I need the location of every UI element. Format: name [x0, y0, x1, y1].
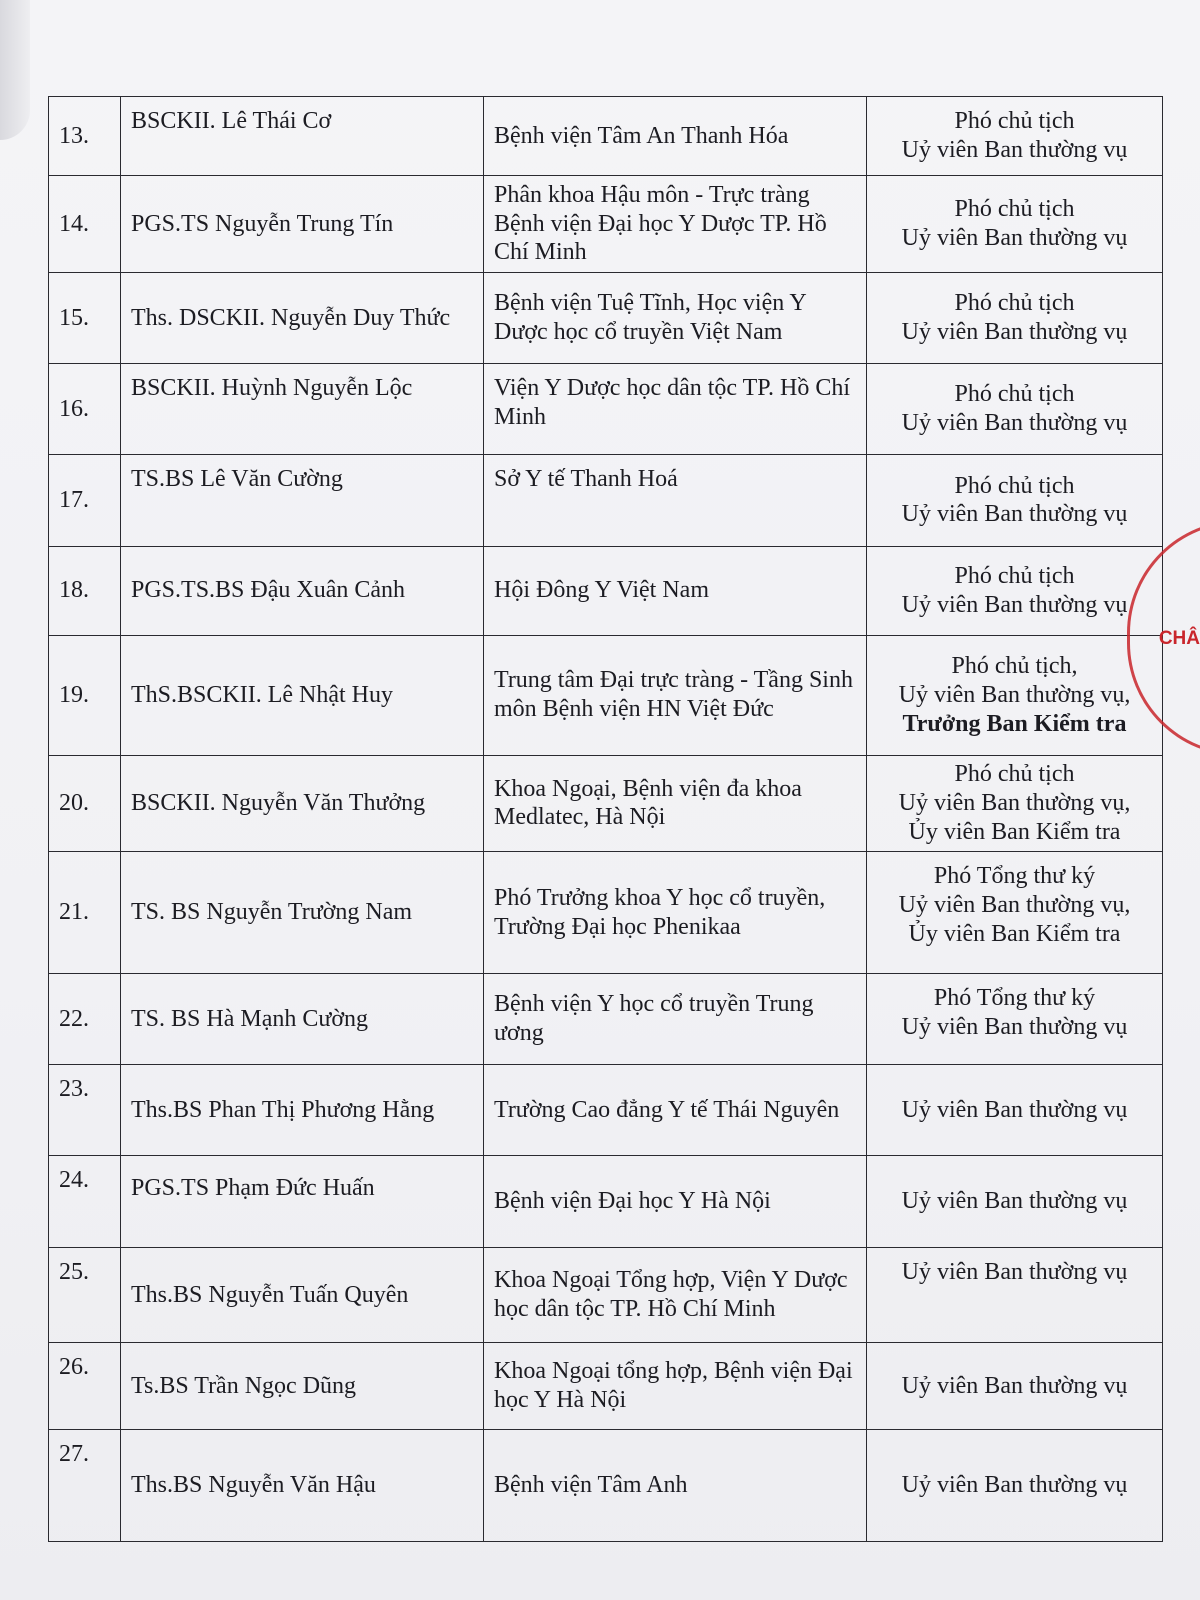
- role-line: Phó chủ tịch: [954, 290, 1075, 317]
- table-row: [49, 973, 1163, 1064]
- role-line: Phó chủ tịch: [954, 562, 1075, 589]
- member-table: [48, 96, 1163, 1542]
- role-line: Phó chủ tịch: [954, 472, 1075, 499]
- member-role: [867, 755, 1163, 852]
- member-organization: Bệnh viện Tuệ Tĩnh, Học viện Y Dược học cổ truyền Việt Nam: [484, 272, 867, 363]
- table-row: [49, 1247, 1163, 1342]
- row-number: 16.: [49, 364, 121, 455]
- member-role: [867, 97, 1163, 176]
- table-row: [49, 1430, 1163, 1542]
- role-line: Uỷ viên Ban thường vụ: [901, 1188, 1128, 1215]
- role-line: Uỷ viên Ban thường vụ: [901, 1013, 1128, 1040]
- member-organization: Khoa Ngoại Tổng hợp, Viện Y Dược học dân tộc TP. Hồ Chí Minh: [484, 1247, 867, 1342]
- member-name: Ths.BS Nguyễn Tuấn Quyên: [121, 1247, 484, 1342]
- role-line: Phó Tổng thư ký: [933, 863, 1096, 890]
- member-role: [867, 973, 1163, 1064]
- member-role: [867, 272, 1163, 363]
- role-line: Uỷ viên Ban thường vụ: [901, 1372, 1128, 1399]
- row-number: 25.: [49, 1247, 121, 1342]
- row-number: 19.: [49, 635, 121, 755]
- row-number: 26.: [49, 1343, 121, 1430]
- member-name: Ths. DSCKII. Nguyễn Duy Thức: [121, 272, 484, 363]
- member-name: PGS.TS Phạm Đức Huấn: [121, 1156, 484, 1247]
- member-role: [867, 176, 1163, 273]
- row-number: 20.: [49, 755, 121, 852]
- member-organization: Trường Cao đẳng Y tế Thái Nguyên: [484, 1065, 867, 1156]
- role-line: Phó chủ tịch,: [951, 653, 1078, 679]
- member-name: BSCKII. Lê Thái Cơ: [121, 97, 484, 176]
- table-row: [49, 755, 1163, 852]
- role-line: Phó chủ tịch: [954, 196, 1075, 223]
- member-name: PGS.TS Nguyễn Trung Tín: [121, 176, 484, 273]
- role-line: Uỷ viên Ban thường vụ: [901, 1472, 1128, 1499]
- member-organization: Hội Đông Y Việt Nam: [484, 546, 867, 635]
- table-row: [49, 1343, 1163, 1430]
- row-number: 27.: [49, 1430, 121, 1542]
- table-row: [49, 1156, 1163, 1247]
- member-role: [867, 364, 1163, 455]
- member-organization: Khoa Ngoại, Bệnh viện đa khoa Medlatec, Hà Nội: [484, 755, 867, 852]
- role-line: Uỷ viên Ban thường vụ,: [898, 790, 1131, 816]
- row-number: 17.: [49, 455, 121, 546]
- role-line-emphasis: Trưởng Ban Kiểm tra: [902, 710, 1127, 737]
- row-number: 21.: [49, 852, 121, 974]
- member-role: [867, 1430, 1163, 1542]
- table-row: [49, 272, 1163, 363]
- role-line: Ủy viên Ban Kiểm tra: [908, 818, 1121, 845]
- member-organization: Sở Y tế Thanh Hoá: [484, 455, 867, 546]
- table-row: [49, 546, 1163, 635]
- member-role: [867, 635, 1163, 755]
- role-line: Phó Tổng thư ký: [933, 984, 1096, 1011]
- seal-text: CHÂ: [1158, 628, 1200, 649]
- member-role: [867, 546, 1163, 635]
- member-organization: Trung tâm Đại trực tràng - Tầng Sinh môn Bệnh viện HN Việt Đức: [484, 635, 867, 755]
- member-name: BSCKII. Nguyễn Văn Thưởng: [121, 755, 484, 852]
- member-name: TS.BS Lê Văn Cường: [121, 455, 484, 546]
- member-name: Ths.BS Phan Thị Phương Hằng: [121, 1065, 484, 1156]
- member-organization: Viện Y Dược học dân tộc TP. Hồ Chí Minh: [484, 364, 867, 455]
- row-number: 22.: [49, 973, 121, 1064]
- member-organization: Bệnh viện Đại học Y Hà Nội: [484, 1156, 867, 1247]
- role-line: Uỷ viên Ban thường vụ: [901, 318, 1128, 345]
- member-name: Ts.BS Trần Ngọc Dũng: [121, 1343, 484, 1430]
- page-curl-shadow: [0, 0, 30, 140]
- row-number: 14.: [49, 176, 121, 273]
- row-number: 23.: [49, 1065, 121, 1156]
- member-role: [867, 1343, 1163, 1430]
- role-line: Ủy viên Ban Kiểm tra: [908, 920, 1121, 947]
- role-line: Phó chủ tịch: [954, 108, 1075, 135]
- row-number: 18.: [49, 546, 121, 635]
- member-name: TS. BS Nguyễn Trường Nam: [121, 852, 484, 974]
- member-organization: Bệnh viện Tâm Anh: [484, 1430, 867, 1542]
- member-role: [867, 455, 1163, 546]
- member-role: [867, 852, 1163, 974]
- member-role: [867, 1065, 1163, 1156]
- role-line: Uỷ viên Ban thường vụ: [901, 501, 1128, 528]
- role-line: Uỷ viên Ban thường vụ,: [898, 892, 1131, 919]
- member-name: PGS.TS.BS Đậu Xuân Cảnh: [121, 546, 484, 635]
- table-row: [49, 1065, 1163, 1156]
- role-line: Phó chủ tịch: [954, 381, 1075, 408]
- member-name: BSCKII. Huỳnh Nguyễn Lộc: [121, 364, 484, 455]
- member-role: [867, 1156, 1163, 1247]
- member-organization: Bệnh viện Y học cổ truyền Trung ương: [484, 973, 867, 1064]
- table-row: [49, 97, 1163, 176]
- row-number: 13.: [49, 97, 121, 176]
- table-row: [49, 635, 1163, 755]
- row-number: 24.: [49, 1156, 121, 1247]
- role-line: Uỷ viên Ban thường vụ: [901, 137, 1128, 164]
- table-row: [49, 364, 1163, 455]
- role-line: Uỷ viên Ban thường vụ: [901, 1096, 1128, 1123]
- table-row: [49, 455, 1163, 546]
- role-line: Uỷ viên Ban thường vụ: [901, 591, 1128, 618]
- member-organization: Phân khoa Hậu môn - Trực tràng Bệnh viện Đại học Y Dược TP. Hồ Chí Minh: [484, 176, 867, 273]
- member-name: Ths.BS Nguyễn Văn Hậu: [121, 1430, 484, 1542]
- role-line: Uỷ viên Ban thường vụ,: [898, 681, 1131, 708]
- member-name: ThS.BSCKII. Lê Nhật Huy: [121, 635, 484, 755]
- member-organization: Khoa Ngoại tổng hợp, Bệnh viện Đại học Y Hà Nội: [484, 1343, 867, 1430]
- member-name: TS. BS Hà Mạnh Cường: [121, 973, 484, 1064]
- table-row: [49, 852, 1163, 974]
- table-row: [49, 176, 1163, 273]
- member-organization: Phó Trưởng khoa Y học cổ truyền, Trường Đại học Phenikaa: [484, 852, 867, 974]
- role-line: Uỷ viên Ban thường vụ: [901, 410, 1128, 437]
- role-line: Phó chủ tịch: [954, 761, 1075, 788]
- member-role: [867, 1247, 1163, 1342]
- member-organization: Bệnh viện Tâm An Thanh Hóa: [484, 97, 867, 176]
- role-line: Uỷ viên Ban thường vụ: [901, 224, 1128, 251]
- role-line: Uỷ viên Ban thường vụ: [901, 1258, 1128, 1285]
- row-number: 15.: [49, 272, 121, 363]
